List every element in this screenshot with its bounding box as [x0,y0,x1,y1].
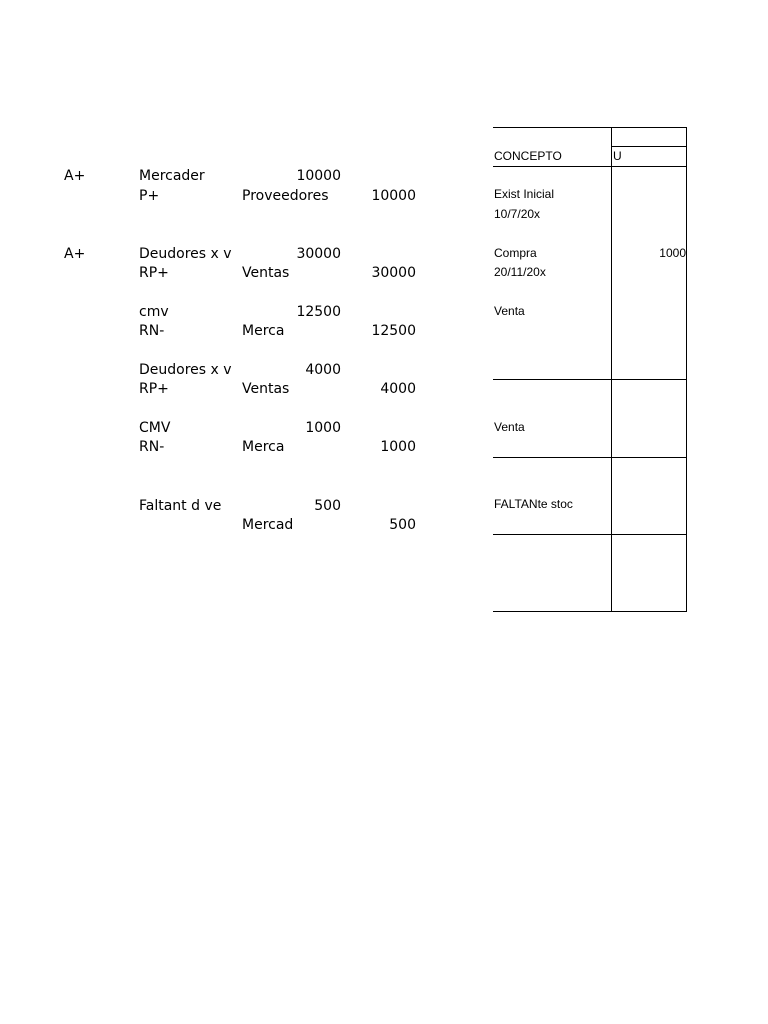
entry2-debit-account: Deudores x v [139,246,232,262]
entry2-credit-account: Ventas [242,265,290,281]
card-right-border [686,127,687,612]
card-top-border [493,127,687,128]
card-header-rule [611,146,687,147]
entry4-credit-account: Ventas [242,381,290,397]
entry6-debit-amount: 500 [314,498,341,514]
entry4-debit-amount: 4000 [305,362,341,378]
entry5-credit-tag: RN- [139,439,165,455]
entry6-credit-amount: 500 [389,517,416,533]
entry2-credit-tag: RP+ [139,265,169,281]
entry4-debit-account: Deudores x v [139,362,232,378]
card-header-concept: CONCEPTO [494,149,562,163]
entry1-debit-amount: 10000 [296,168,341,184]
stock-card-table [493,127,687,612]
card-row-concept: Venta [494,420,525,434]
entry2-credit-amount: 30000 [371,265,416,281]
card-row-concept: Venta [494,304,525,318]
entry2-debit-tag: A+ [64,246,86,262]
card-row-concept: FALTANte stoc [494,497,573,511]
entry1-debit-tag: A+ [64,168,86,184]
entry5-debit-amount: 1000 [305,420,341,436]
entry3-credit-account: Merca [242,323,285,339]
entry6-debit-account: Faltant d ve [139,498,222,514]
card-row-concept: Compra [494,246,537,260]
entry1-credit-account: Proveedores [242,188,329,204]
entry1-credit-tag: P+ [139,188,160,204]
entry3-debit-account: cmv [139,304,169,320]
card-row-date: 20/11/20x [494,265,546,279]
entry4-credit-amount: 4000 [380,381,416,397]
card-column-divider [611,127,612,612]
card-row-concept: Exist Inicial [494,187,555,201]
entry5-credit-account: Merca [242,439,285,455]
card-header-bottom-border [493,166,687,167]
entry5-debit-account: CMV [139,420,171,436]
entry3-credit-amount: 12500 [371,323,416,339]
entry2-debit-amount: 30000 [296,246,341,262]
entry6-credit-account: Mercad [242,517,294,533]
card-header-units: U [613,149,622,163]
card-row-divider [493,534,687,535]
entry4-credit-tag: RP+ [139,381,169,397]
entry3-credit-tag: RN- [139,323,165,339]
card-row-divider [493,457,687,458]
entry5-credit-amount: 1000 [380,439,416,455]
card-bottom-border [493,611,687,612]
card-row-units: 1000 [659,246,686,260]
card-row-divider [493,379,687,380]
card-row-date: 10/7/20x [494,207,541,221]
entry1-credit-amount: 10000 [371,188,416,204]
entry1-debit-account: Mercader [139,168,205,184]
entry3-debit-amount: 12500 [296,304,341,320]
